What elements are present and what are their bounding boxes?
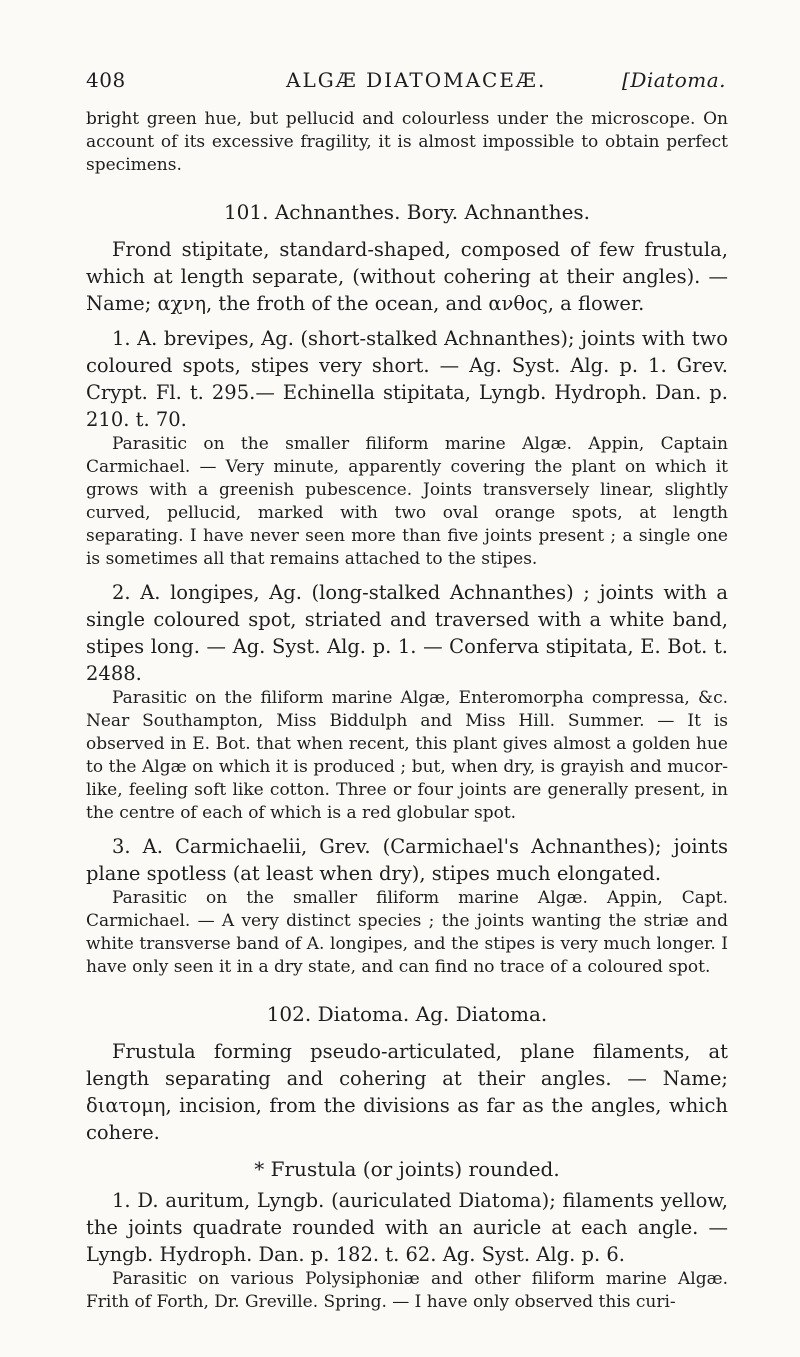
section-marker: [Diatoma. [622, 68, 726, 92]
species-heading-carmichaelii: 3. A. Carmichaelii, Grev. (Carmichael's Achnanthes); joints plane spotless (at least when dry), stipes much elongated. [86, 835, 728, 885]
species-body-brevipes: Parasitic on the smaller filiform marine Algæ. Appin, Captain Carmichael. — Very minute, apparently covering the plant on which it grows with a greenish pubescence. Joints transversely linear, slightly curved, pellucid, marked with two oval orange spots, at length separating. I have never seen more than five joints present ; a single one is sometimes all that remains attached to the stipes. [86, 434, 728, 569]
species-body-auritum: Parasitic on various Polysiphoniæ and other filiform marine Algæ. Frith of Forth, Dr. Greville. Spring. — I have only observed this curi- [86, 1269, 728, 1312]
species-heading-longipes: 2. A. longipes, Ag. (long-stalked Achnanthes) ; joints with a single coloured spot, striated and traversed with a white band, stipes long. — Ag. Syst. Alg. p. 1. — Conferva stipitata, E. Bot. t. 2488. [86, 581, 728, 685]
genus-heading-diatoma: 102. Diatoma. Ag. Diatoma. [266, 1002, 548, 1026]
page-number: 408 [86, 68, 126, 92]
genus-heading-achnanthes: 101. Achnanthes. Bory. Achnanthes. [223, 200, 591, 224]
page-body [86, 108, 728, 1314]
running-title: ALGÆ DIATOMACEÆ. [286, 68, 547, 92]
page-header [86, 68, 726, 92]
species-body-carmichaelii: Parasitic on the smaller filiform marine Algæ. Appin, Capt. Carmichael. — A very distinct species ; the joints wanting the striæ and white transverse band of A. longipes, and the stipes is very much longer. I have only seen it in a dry state, and can find no trace of a coloured spot. [86, 888, 728, 977]
species-body-longipes: Parasitic on the filiform marine Algæ, Enteromorpha compressa, &c. Near Southampton, Miss Biddulph and Miss Hill. Summer. — It is observed in E. Bot. that when recent, this plant gives almost a golden hue to the Algæ on which it is produced ; but, when dry, is grayish and mucor-like, feeling soft like cotton. Three or four joints are generally present, in the centre of each of which is a red globular spot. [86, 688, 728, 823]
genus-description-achnanthes: Frond stipitate, standard-shaped, composed of few frustula, which at length separate, (without cohering at their angles). — Name; αχνη, the froth of the ocean, and ανθος, a flower. [86, 238, 728, 315]
subdivision-heading: * Frustula (or joints) rounded. [254, 1157, 560, 1181]
species-heading-auritum: 1. D. auritum, Lyngb. (auriculated Diatoma); filaments yellow, the joints quadrate rounded with an auricle at each angle. — Lyngb. Hydroph. Dan. p. 182. t. 62. Ag. Syst. Alg. p. 6. [86, 1189, 728, 1266]
species-heading-brevipes: 1. A. brevipes, Ag. (short-stalked Achnanthes); joints with two coloured spots, stipes very short. — Ag. Syst. Alg. p. 1. Grev. Crypt. Fl. t. 295.— Echinella stipitata, Lyngb. Hydroph. Dan. p. 210. t. 70. [86, 327, 728, 431]
genus-description-diatoma: Frustula forming pseudo-articulated, plane filaments, at length separating and cohering at their angles. — Name; διατομη, incision, from the divisions as far as the angles, which cohere. [86, 1040, 728, 1144]
intro-paragraph: bright green hue, but pellucid and colourless under the microscope. On account of its excessive fragility, it is almost impossible to obtain perfect specimens. [86, 109, 728, 175]
